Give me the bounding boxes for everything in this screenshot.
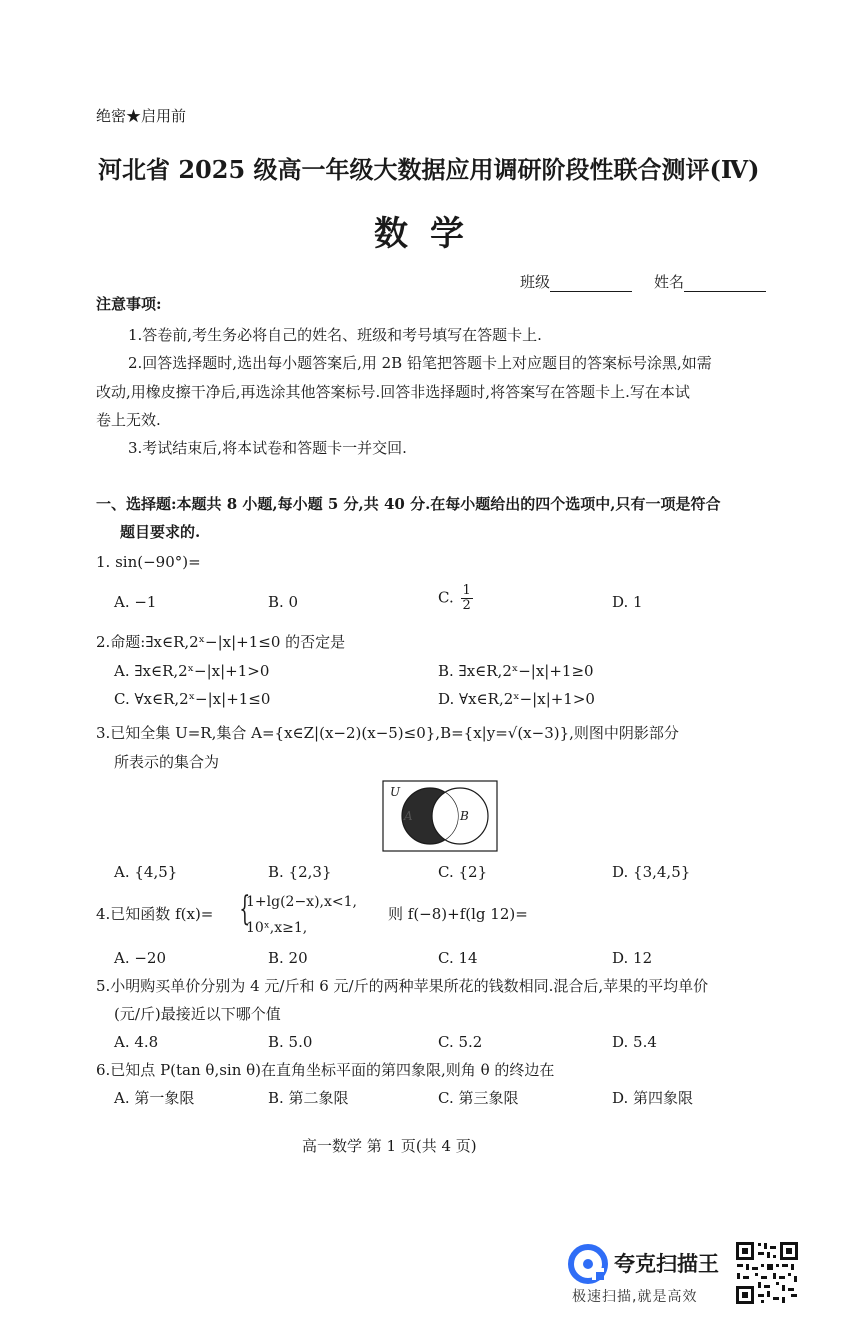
q2-option-d[interactable]: D. ∀x∈R,2ˣ−|x|+1>0: [438, 690, 595, 708]
q4-option-a[interactable]: A. −20: [114, 949, 167, 967]
q5-option-b[interactable]: B. 5.0: [268, 1033, 313, 1051]
q3-option-a[interactable]: A. {4,5}: [114, 863, 178, 881]
q2-stem: 2.命题:∃x∈R,2ˣ−|x|+1≤0 的否定是: [96, 633, 346, 651]
exam-title: 河北省 2025 级高一年级大数据应用调研阶段性联合测评(Ⅳ): [98, 155, 760, 184]
q1-option-c-prefix: C.: [438, 588, 454, 607]
subject-title: 数学: [374, 214, 486, 254]
q4-option-d[interactable]: D. 12: [612, 949, 653, 967]
class-blank[interactable]: [550, 275, 632, 292]
q1-option-d[interactable]: D. 1: [612, 593, 643, 611]
q2-option-c[interactable]: C. ∀x∈R,2ˣ−|x|+1≤0: [114, 690, 271, 708]
secret-label: 绝密★启用前: [96, 107, 187, 125]
notice-heading: 注意事项:: [96, 295, 162, 313]
name-label: 姓名: [654, 273, 685, 291]
q4-stem-suffix: 则 f(−8)+f(lg 12)=: [388, 905, 528, 923]
venn-label-u: U: [390, 785, 401, 799]
q3-option-d[interactable]: D. {3,4,5}: [612, 863, 691, 881]
q1-option-c[interactable]: [438, 584, 473, 613]
name-field[interactable]: [654, 272, 766, 292]
notice-item-3: 3.考试结束后,将本试卷和答题卡一并交回.: [128, 439, 407, 457]
venn-diagram: [382, 780, 498, 852]
q1-option-c-fraction: [461, 584, 473, 613]
q5-stem-line1: 5.小明购买单价分别为 4 元/斤和 6 元/斤的两种苹果所花的钱数相同.混合后,苹果的平均单价: [96, 977, 709, 995]
q2-option-b[interactable]: B. ∃x∈R,2ˣ−|x|+1≥0: [438, 662, 594, 680]
q1-option-a[interactable]: A. −1: [114, 593, 157, 611]
q4-brace: {: [239, 889, 251, 929]
q4-option-b[interactable]: B. 20: [268, 949, 308, 967]
quark-logo-icon: [568, 1244, 608, 1284]
q5-option-d[interactable]: D. 5.4: [612, 1033, 657, 1051]
q1-c-denominator: 2: [462, 598, 471, 613]
scanner-slogan: 极速扫描,就是高效: [572, 1289, 698, 1305]
q4-piece-1: 1+lg(2−x),x<1,: [246, 894, 357, 910]
notice-item-1: 1.答卷前,考生务必将自己的姓名、班级和考号填写在答题卡上.: [128, 326, 542, 344]
q6-option-d[interactable]: D. 第四象限: [612, 1089, 694, 1107]
scanner-brand: 夸克扫描王: [614, 1252, 719, 1276]
q3-option-b[interactable]: B. {2,3}: [268, 863, 332, 881]
q6-option-b[interactable]: B. 第二象限: [268, 1089, 349, 1107]
q3-stem-line2: 所表示的集合为: [114, 753, 220, 771]
venn-label-b: B: [460, 809, 469, 823]
section1-heading-line1: 一、选择题:本题共 8 小题,每小题 5 分,共 40 分.在每小题给出的四个选项中,只有一项是符合: [96, 495, 721, 513]
q1-c-numerator: 1: [462, 583, 471, 598]
q1-option-b[interactable]: B. 0: [268, 593, 299, 611]
qr-code-icon: [734, 1240, 800, 1306]
q3-stem-line1: 3.已知全集 U=R,集合 A={x∈Z|(x−2)(x−5)≤0},B={x|y=√(x−3)},则图中阴影部分: [96, 724, 679, 742]
q2-option-a[interactable]: A. ∃x∈R,2ˣ−|x|+1>0: [114, 662, 270, 680]
notice-item-2-line3: 卷上无效.: [96, 411, 161, 429]
notice-item-2-line2: 改动,用橡皮擦干净后,再选涂其他答案标号.回答非选择题时,将答案写在答题卡上.写在本试: [96, 383, 690, 401]
venn-label-a: A: [404, 809, 413, 823]
q5-option-a[interactable]: A. 4.8: [114, 1033, 159, 1051]
class-field[interactable]: [520, 272, 632, 292]
q3-option-c[interactable]: C. {2}: [438, 863, 488, 881]
class-label: 班级: [520, 273, 551, 291]
q1-stem: 1. sin(−90°)=: [96, 553, 201, 571]
page-number: 高一数学 第 1 页(共 4 页): [302, 1137, 477, 1155]
name-blank[interactable]: [684, 275, 766, 292]
q4-stem-prefix: 4.已知函数 f(x)=: [96, 905, 214, 923]
q5-stem-line2: (元/斤)最接近以下哪个值: [114, 1005, 281, 1023]
q6-option-a[interactable]: A. 第一象限: [114, 1089, 195, 1107]
section1-heading-line2: 题目要求的.: [120, 523, 201, 541]
q6-option-c[interactable]: C. 第三象限: [438, 1089, 519, 1107]
q4-option-c[interactable]: C. 14: [438, 949, 478, 967]
q4-piece-2: 10ˣ,x≥1,: [246, 920, 308, 936]
q6-stem: 6.已知点 P(tan θ,sin θ)在直角坐标平面的第四象限,则角 θ 的终边在: [96, 1061, 555, 1079]
q5-option-c[interactable]: C. 5.2: [438, 1033, 483, 1051]
notice-item-2-line1: 2.回答选择题时,选出每小题答案后,用 2B 铅笔把答题卡上对应题目的答案标号涂黑,如需: [128, 354, 712, 372]
